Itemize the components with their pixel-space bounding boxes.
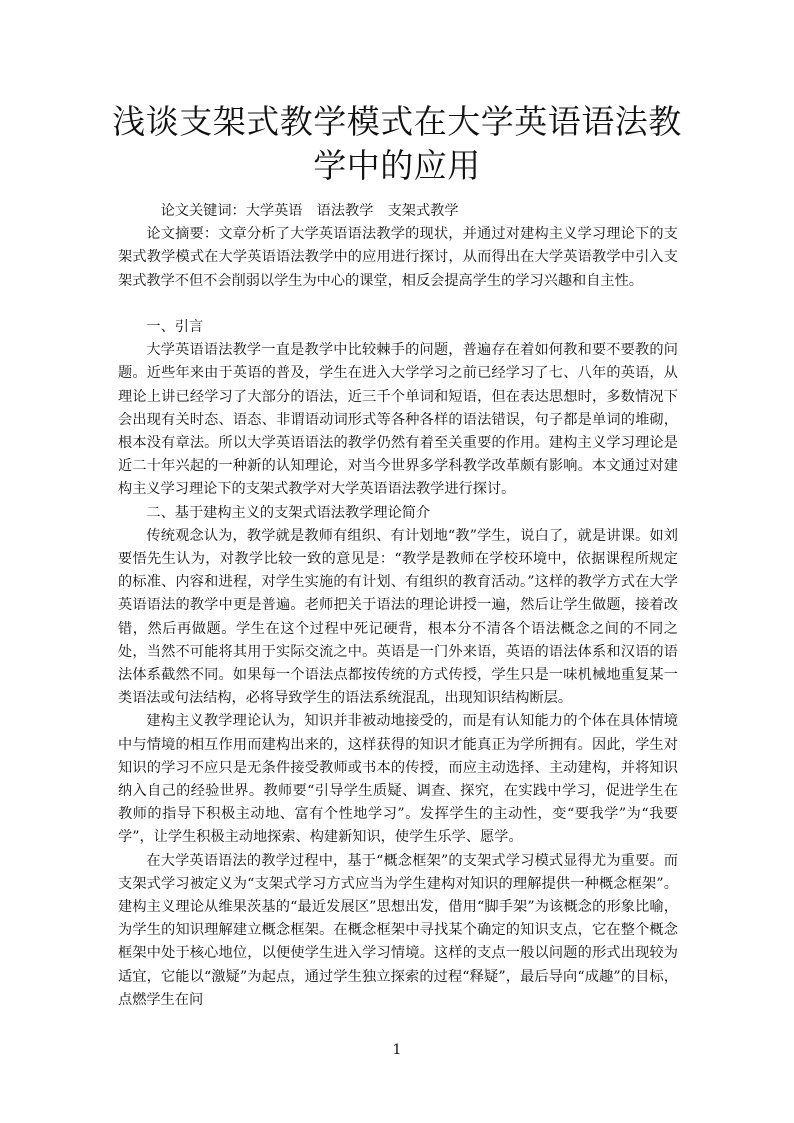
paragraph-spacer [118, 293, 678, 316]
page-number: 1 [392, 1042, 402, 1058]
abstract-paragraph: 论文摘要：文章分析了大学英语语法教学的现状，并通过对建构主义学习理论下的支架式教学模式在大学英语语法教学中的应用进行探讨，从而得出在大学英语教学中引入支架式教学不但不会削弱以学生为中心的课堂，相反会提高学生的学习兴趣和自主性。 [118, 226, 678, 289]
theory-paragraph-2: 建构主义教学理论认为，知识并非被动地接受的，而是有认知能力的个体在具体情境中与情境的相互作用而建构出来的，这样获得的知识才能真正为学所拥有。因此，学生对知识的学习不应只是无条件接受教师或书本的传授，而应主动选择、主动建构，并将知识纳入自己的经验世界。教师要“引导学生质疑、调查、探究，在实践中学习，促进学生在教师的指导下积极主动地、富有个性地学习”。发挥学生的主动性，变“要我学”为“我要学”，让学生积极主动地探索、构建新知识，使学生乐学、愿学。 [118, 713, 678, 846]
introduction-paragraph: 大学英语语法教学一直是教学中比较棘手的问题，普遍存在着如何教和要不要教的问题。近些年来由于英语的普及，学生在进入大学学习之前已经学习了七、八年的英语，从理论上讲已经学习了大部分的语法，近三千个单词和短语，但在表达思想时，多数情况下会出现有关时态、语态、非谓语动词形式等各种各样的语法错误，句子都是单词的堆砌，根本没有章法。所以大学英语语法的教学仍然有着至关重要的作用。建构主义学习理论是近二十年兴起的一种新的认知理论，对当今世界多学科教学改革颇有影响。本文通过对建构主义学习理论下的支架式教学对大学英语语法教学进行探讨。 [118, 342, 678, 498]
page-title: 浅谈支架式教学模式在大学英语语法教学中的应用 [112, 102, 682, 185]
theory-paragraph-1: 传统观念认为，教学就是教师有组织、有计划地“教”学生，说白了，就是讲课。如刘要悟先生认为，对教学比较一致的意见是：“教学是教师在学校环境中，依据课程所规定的标准、内容和进程，对学生实施的有计划、有组织的教育活动。”这样的教学方式在大学英语语法的教学中更是普遍。老师把关于语法的理论讲授一遍，然后让学生做题，接着改错，然后再做题。学生在这个过程中死记硬背，根本分不清各个语法概念之间的不同之处，当然不可能将其用于实际交流之中。英语是一门外来语，英语的语法体系和汉语的语法体系截然不同。如果每一个语法点都按传统的方式传授，学生只是一味机械地重复某一类语法或句法结构，必将导致学生的语法系统混乱，出现知识结构断层。 [118, 527, 678, 707]
section-heading-theory: 二、基于建构主义的支架式语法教学理论简介 [146, 504, 431, 521]
section-heading-introduction: 一、引言 [146, 319, 204, 335]
theory-paragraph-3: 在大学英语语法的教学过程中，基于“概念框架”的支架式学习模式显得尤为重要。而支架式学习被定义为“支架式学习方式应当为学生建构对知识的理解提供一种概念框架”。建构主义理论从维果茨基的“最近发展区”思想出发，借用“脚手架”为该概念的形象比喻，为学生的知识理解建立概念框架。在概念框架中寻找某个确定的知识支点，它在整个概念框架中处于核心地位，以便使学生进入学习情境。这样的支点一般以问题的形式出现较为适宜，它能以“激疑”为起点，通过学生独立探索的过程“释疑”，最后导向“成趣”的目标，点燃学生在问 [118, 852, 678, 1008]
keywords-line: 论文关键词：大学英语 语法教学 支架式教学 [160, 203, 459, 219]
document-body [118, 200, 678, 1012]
